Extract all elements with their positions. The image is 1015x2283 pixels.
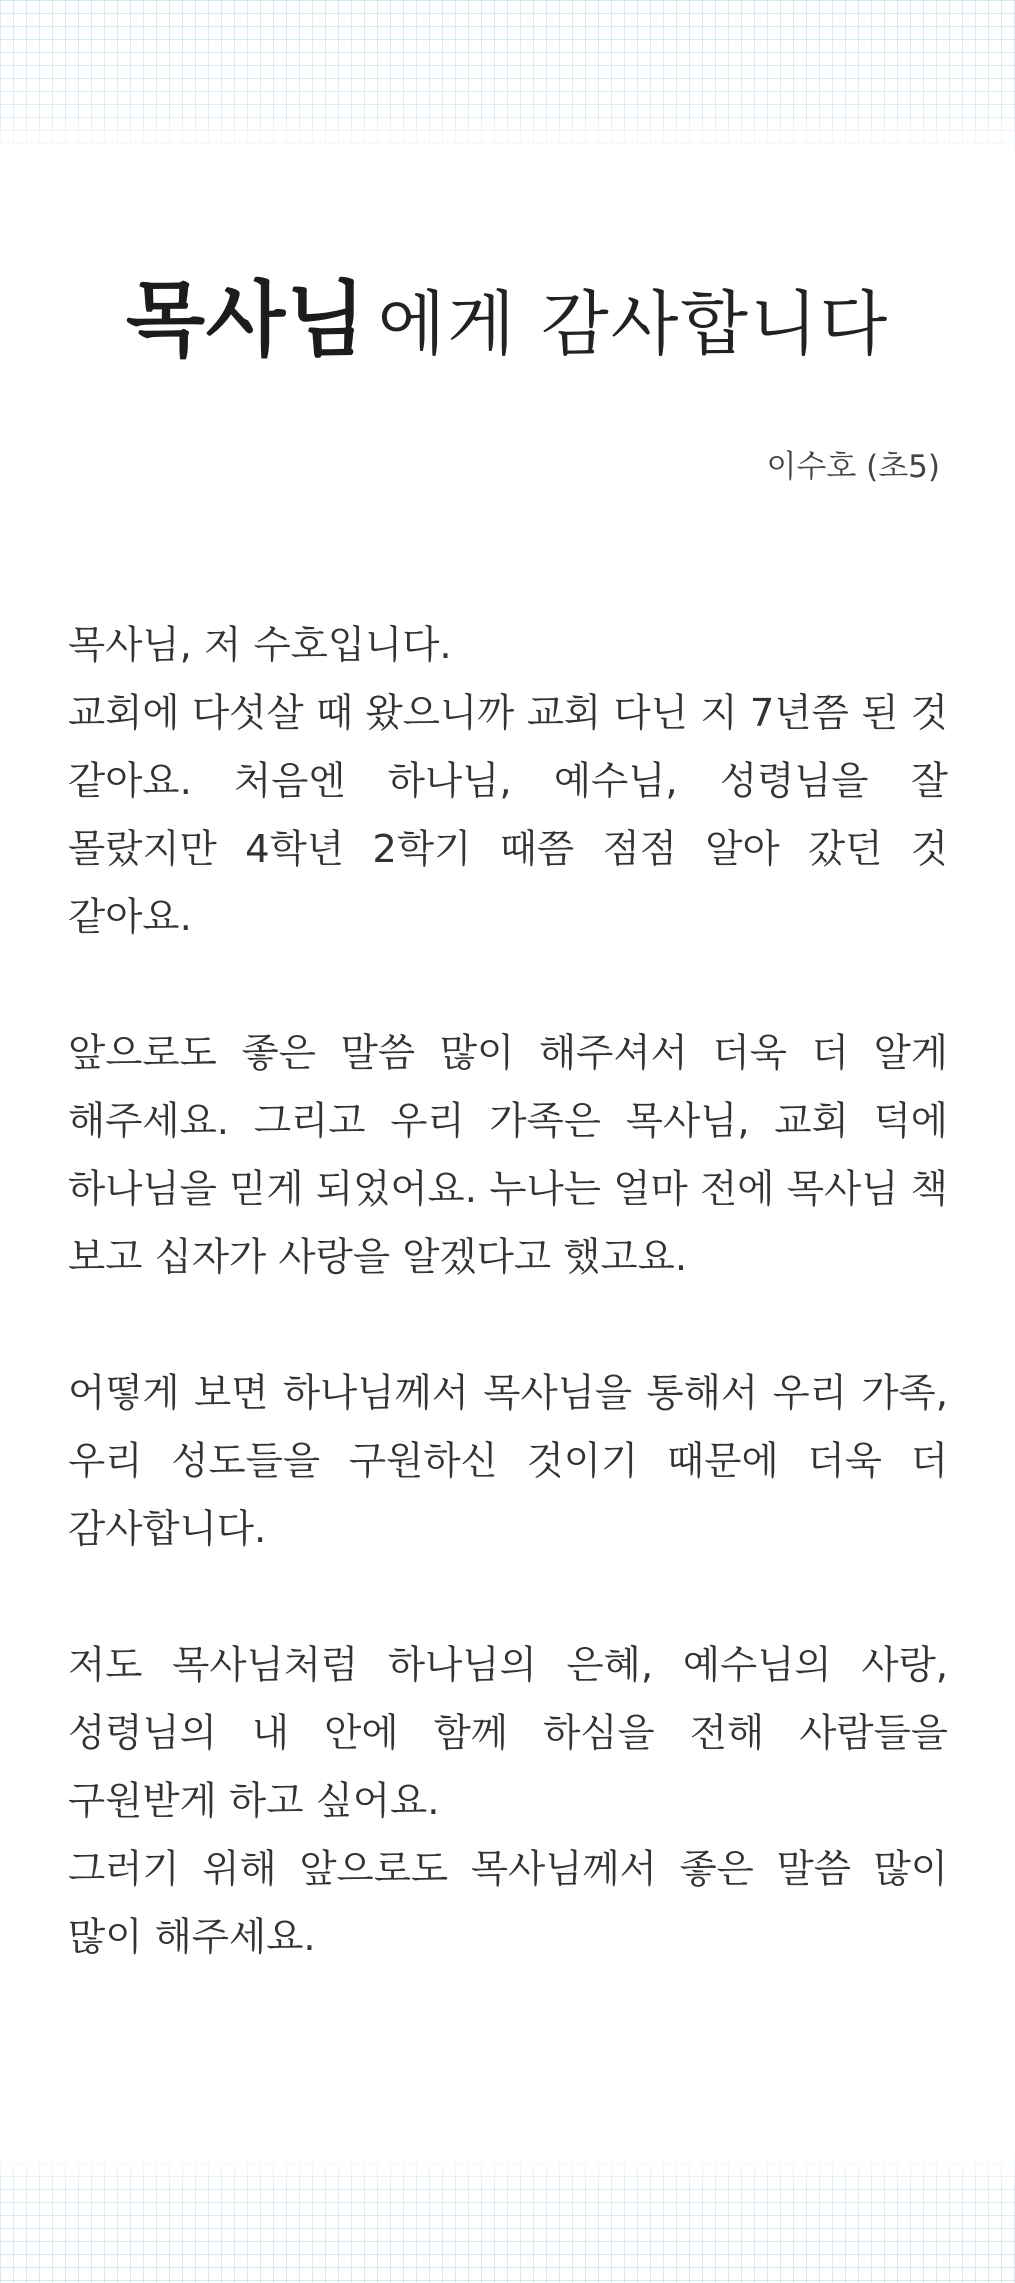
text-line: 목사님, 저 수호입니다.: [68, 623, 452, 668]
grid-paper-header-decoration: [0, 0, 1015, 158]
letter-title: [0, 273, 1015, 368]
paragraph: [68, 1360, 948, 1564]
paragraph: [68, 612, 948, 952]
paragraph: [68, 1632, 948, 1972]
text-line: 앞으로도 좋은 말씀 많이 해주셔서 더욱 더 알게 해주세요. 그리고 우리 가족은 목사님, 교회 덕에 하나님을 믿게 되었어요. 누나는 얼마 전에 목사님 책 보고 십자가 사랑을 알겠다고 했고요.: [68, 1031, 948, 1280]
title-emphasis: 목사님: [125, 273, 367, 368]
title-remainder: 에게 감사합니다: [377, 283, 890, 365]
grid-paper-footer-decoration: [0, 2150, 1015, 2283]
text-line: 교회에 다섯살 때 왔으니까 교회 다닌 지 7년쯤 된 것 같아요. 처음엔 하나님, 예수님, 성령님을 잘 몰랐지만 4학년 2학기 때쯤 점점 알아 갔던 것 같아요.: [68, 691, 948, 940]
text-line: 그러기 위해 앞으로도 목사님께서 좋은 말씀 많이 많이 해주세요.: [68, 1847, 948, 1960]
text-line: 어떻게 보면 하나님께서 목사님을 통해서 우리 가족, 우리 성도들을 구원하신 것이기 때문에 더욱 더 감사합니다.: [68, 1371, 948, 1552]
author-byline: 이수호 (초5): [766, 449, 940, 485]
text-line: 저도 목사님처럼 하나님의 은혜, 예수님의 사랑, 성령님의 내 안에 함께 하심을 전해 사람들을 구원받게 하고 싶어요.: [68, 1643, 948, 1824]
paragraph: [68, 1020, 948, 1292]
letter-body: [68, 612, 948, 1972]
